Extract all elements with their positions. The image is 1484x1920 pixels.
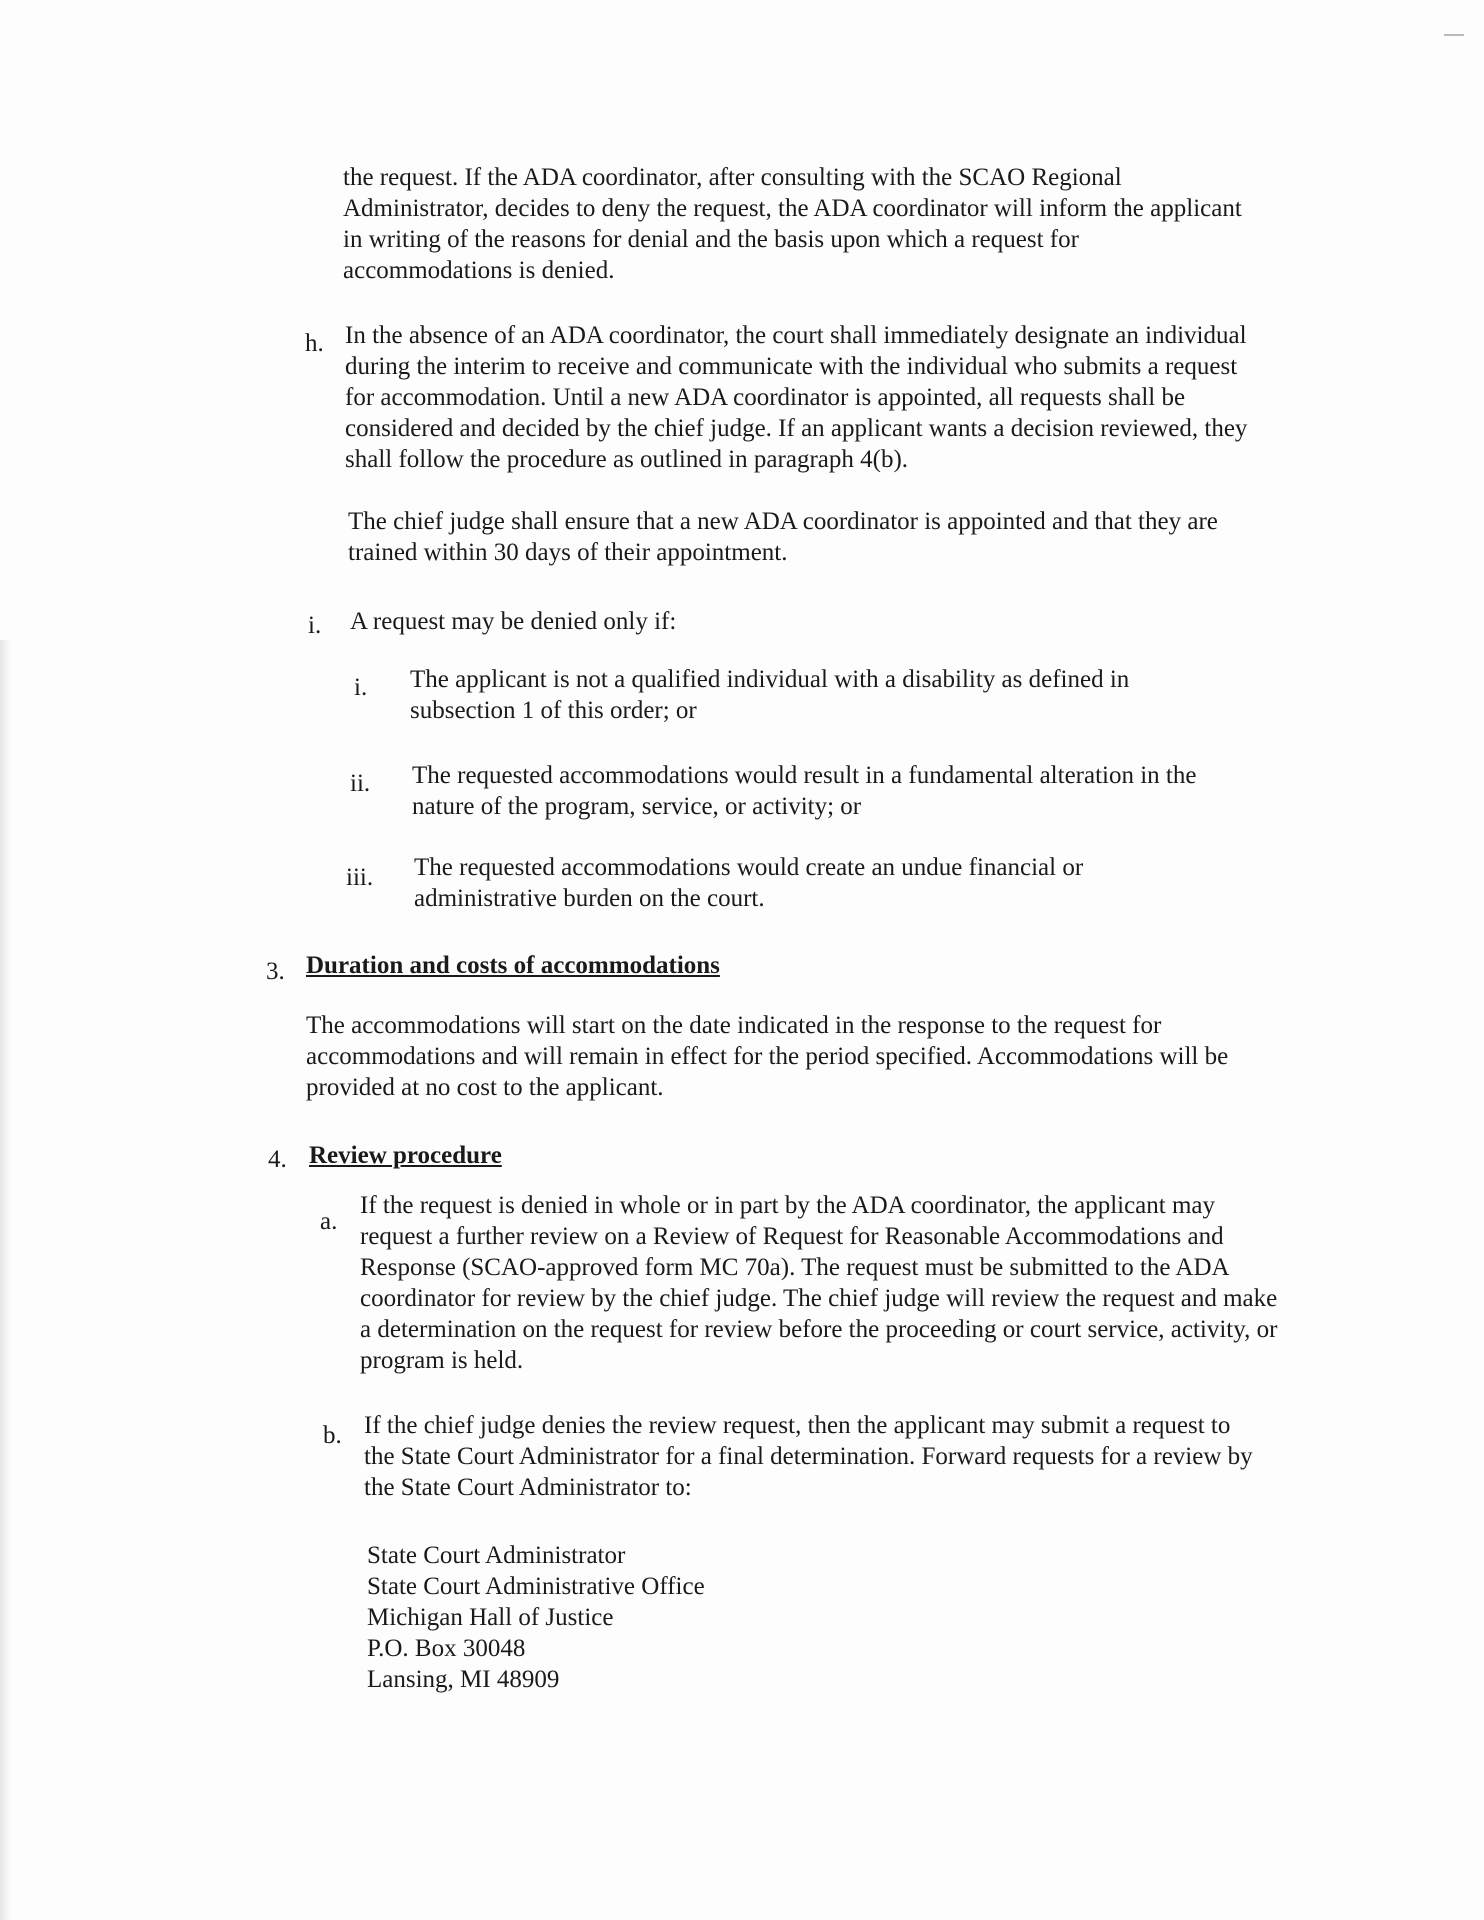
subitem-i-marker: i. bbox=[354, 674, 368, 701]
subitem-ii-text: The requested accommodations would result in a fundamental alteration in the nature of the program, service, or activity; or bbox=[412, 762, 1197, 820]
address-line-1: State Court Administrator bbox=[367, 1542, 626, 1569]
subitem-ii-marker: ii. bbox=[350, 770, 371, 797]
item-i-marker: i. bbox=[308, 612, 322, 639]
section-3-heading: Duration and costs of accommodations bbox=[306, 952, 720, 979]
address-line-4: P.O. Box 30048 bbox=[367, 1635, 526, 1662]
item-h-text: In the absence of an ADA coordinator, the court shall immediately designate an individual during the interim to receive and communicate with the individual who submits a request for accommodation. Until a new ADA coordinator is appointed, all requests shall be considered and decided by the chief judge. If an applicant wants a decision reviewed, they shall follow the procedure as outlined in paragraph 4(b). bbox=[345, 322, 1248, 473]
address-line-2: State Court Administrative Office bbox=[367, 1573, 705, 1600]
mailing-address bbox=[367, 1540, 867, 1695]
item-h-text-2: The chief judge shall ensure that a new ADA coordinator is appointed and that they are trained within 30 days of their appointment. bbox=[348, 508, 1218, 566]
subitem-i-text: The applicant is not a qualified individual with a disability as defined in subsection 1 of this order; or bbox=[410, 666, 1130, 724]
section-3-number: 3. bbox=[266, 958, 285, 985]
subitem-iii-marker: iii. bbox=[346, 864, 374, 891]
item-h-marker: h. bbox=[305, 330, 324, 357]
paragraph-g-continuation: the request. If the ADA coordinator, after consulting with the SCAO Regional Administrator, decides to deny the request, the ADA coordinator will inform the applicant in writing of the reasons for denial and the basis upon which a request for accommodations is denied. bbox=[343, 164, 1242, 284]
section-4b-text: If the chief judge denies the review request, then the applicant may submit a request to the State Court Administrator for a final determination. Forward requests for a review by the State Court Administrator to: bbox=[364, 1412, 1253, 1501]
subitem-iii-text: The requested accommodations would create an undue financial or administrative burden on the court. bbox=[414, 854, 1084, 912]
address-line-5: Lansing, MI 48909 bbox=[367, 1666, 560, 1693]
address-line-3: Michigan Hall of Justice bbox=[367, 1604, 614, 1631]
scan-corner-mark bbox=[1444, 34, 1464, 36]
section-4-heading: Review procedure bbox=[309, 1142, 502, 1169]
section-4b-marker: b. bbox=[323, 1422, 342, 1449]
section-4a-marker: a. bbox=[320, 1208, 338, 1235]
section-4a-text: If the request is denied in whole or in part by the ADA coordinator, the applicant may request a further review on a Review of Request for Reasonable Accommodations and Response (SCAO-approved form MC 70a). The request must be submitted to the ADA coordinator for review by the chief judge. The chief judge will review the request and make a determination on the request for review before the proceeding or court service, activity, or program is held. bbox=[360, 1192, 1278, 1374]
scan-edge-shadow bbox=[0, 640, 10, 1920]
section-3-text: The accommodations will start on the date indicated in the response to the request for accommodations and will remain in effect for the period specified. Accommodations will be provided at no cost to the applicant. bbox=[306, 1012, 1229, 1101]
section-4-number: 4. bbox=[268, 1146, 287, 1173]
item-i-text: A request may be denied only if: bbox=[350, 608, 677, 635]
